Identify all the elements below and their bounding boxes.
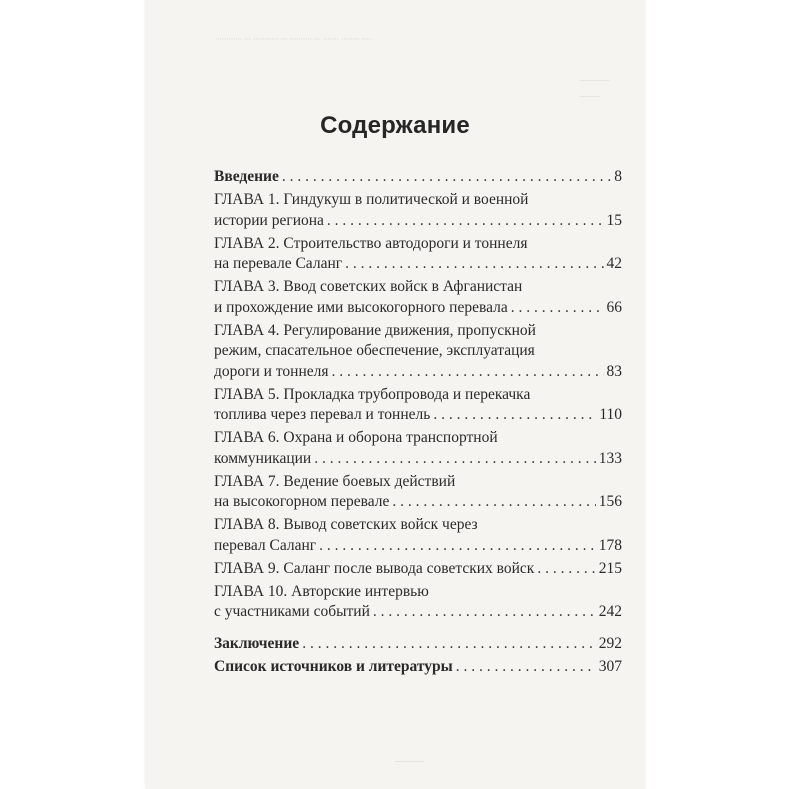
toc-page-number: 307	[598, 658, 622, 675]
dot-leader	[319, 536, 596, 557]
toc-entry-last-line	[214, 211, 622, 232]
toc-entry-last-line	[214, 405, 622, 426]
book-page	[145, 0, 645, 789]
toc-entry[interactable]	[214, 321, 622, 383]
toc-page-number: 215	[598, 559, 622, 577]
toc-entry-last-line	[214, 254, 622, 275]
toc-entry[interactable]	[214, 385, 622, 426]
toc-entry[interactable]	[214, 657, 622, 678]
toc-entry-last-line	[214, 602, 622, 623]
toc-entry-last-line	[214, 362, 622, 383]
toc-entry-title-line: Список источников и литературы	[214, 658, 453, 675]
toc-page-number: 42	[606, 255, 622, 272]
dot-leader	[332, 362, 604, 383]
toc-entry[interactable]	[214, 515, 622, 556]
dot-leader	[345, 254, 603, 275]
page-title: Содержание	[320, 112, 470, 139]
toc-entry-title-line: Заключение	[214, 635, 300, 652]
toc-entry-title-line: ГЛАВА 9. Саланг после вывода советских войск	[214, 559, 535, 577]
toc-entry-title-line: Введение	[214, 168, 279, 185]
toc-entry-title-line: на перевале Саланг	[214, 255, 343, 272]
toc-entry[interactable]	[214, 428, 622, 469]
toc-entry-title-line: ГЛАВА 4. Регулирование движения, пропускной	[214, 321, 536, 339]
dot-leader	[392, 492, 595, 513]
toc-entry-title-line: ГЛАВА 2. Строительство автодороги и тоннеля	[214, 234, 528, 252]
dot-leader	[314, 449, 596, 470]
toc-page-number: 15	[606, 211, 622, 229]
toc-entry[interactable]	[214, 472, 622, 513]
dot-leader	[282, 167, 611, 188]
dot-leader	[302, 634, 596, 655]
toc-entry-last-line	[214, 167, 622, 188]
toc-entry-title-line: ГЛАВА 1. Гиндукуш в политической и военной	[214, 191, 529, 208]
toc-entry-title-line: ГЛАВА 6. Охрана и оборона транспортной	[214, 429, 498, 446]
dot-leader	[433, 405, 596, 426]
toc-entry-title-line: и прохождение ими высокогорного перевала	[214, 298, 508, 316]
dot-leader	[327, 211, 604, 232]
toc-page-number: 110	[599, 406, 622, 423]
toc-page-number: 133	[598, 449, 622, 467]
toc-spacer	[214, 625, 622, 634]
toc-entry-last-line	[214, 559, 622, 580]
toc-page-number: 242	[598, 603, 622, 620]
toc-entry-title-line: истории региона	[214, 211, 324, 229]
toc-entry[interactable]	[214, 559, 622, 580]
toc-entry-last-line	[214, 536, 622, 557]
bleed-through-text: ············ ··· ··········· ··· ·········· ··· ······· ········ ·····	[215, 34, 373, 44]
toc-page-number: 66	[606, 298, 622, 316]
toc-entry[interactable]	[214, 234, 622, 275]
toc-entry-last-line	[214, 657, 622, 678]
toc-entry-title-line: ГЛАВА 3. Ввод советских войск в Афганистан	[214, 278, 523, 295]
dot-leader	[456, 657, 596, 678]
bleed-through-text: ———	[395, 755, 425, 767]
toc-entry-title-line: перевал Саланг	[214, 536, 317, 554]
toc-entry-last-line	[214, 634, 622, 655]
toc-entry-last-line	[214, 298, 622, 319]
toc-entry-title-line: ГЛАВА 8. Вывод советских войск через	[214, 516, 478, 533]
table-of-contents	[214, 167, 622, 680]
toc-entry-title-line: на высокогорном перевале	[214, 493, 390, 510]
bleed-through-text: ———	[580, 74, 610, 86]
toc-page-number: 8	[614, 168, 622, 185]
toc-entry[interactable]	[214, 190, 622, 231]
toc-entry[interactable]	[214, 634, 622, 655]
bleed-through-text: ——	[580, 90, 600, 102]
toc-entry[interactable]	[214, 167, 622, 188]
toc-entry-title-line: режим, спасательное обеспечение, эксплуатация	[214, 342, 535, 359]
toc-entry[interactable]	[214, 582, 622, 623]
toc-entry-last-line	[214, 492, 622, 513]
toc-entry-title-line: дороги и тоннеля	[214, 362, 329, 380]
toc-entry-title-line: ГЛАВА 5. Прокладка трубопровода и перекачка	[214, 385, 531, 403]
toc-page-number: 292	[598, 635, 622, 652]
toc-page-number: 83	[606, 362, 622, 380]
toc-entry-title-line: с участниками событий	[214, 603, 370, 620]
dot-leader	[537, 559, 595, 580]
toc-entry-title-line: ГЛАВА 7. Ведение боевых действий	[214, 472, 456, 490]
toc-page-number: 156	[598, 493, 622, 510]
dot-leader	[373, 602, 596, 623]
toc-entry-last-line	[214, 449, 622, 470]
dot-leader	[511, 298, 604, 319]
toc-entry[interactable]	[214, 277, 622, 318]
toc-page-number: 178	[598, 536, 622, 554]
toc-entry-title-line: ГЛАВА 10. Авторские интервью	[214, 582, 429, 600]
toc-entry-title-line: коммуникации	[214, 449, 312, 467]
toc-entry-title-line: топлива через перевал и тоннель	[214, 406, 431, 423]
